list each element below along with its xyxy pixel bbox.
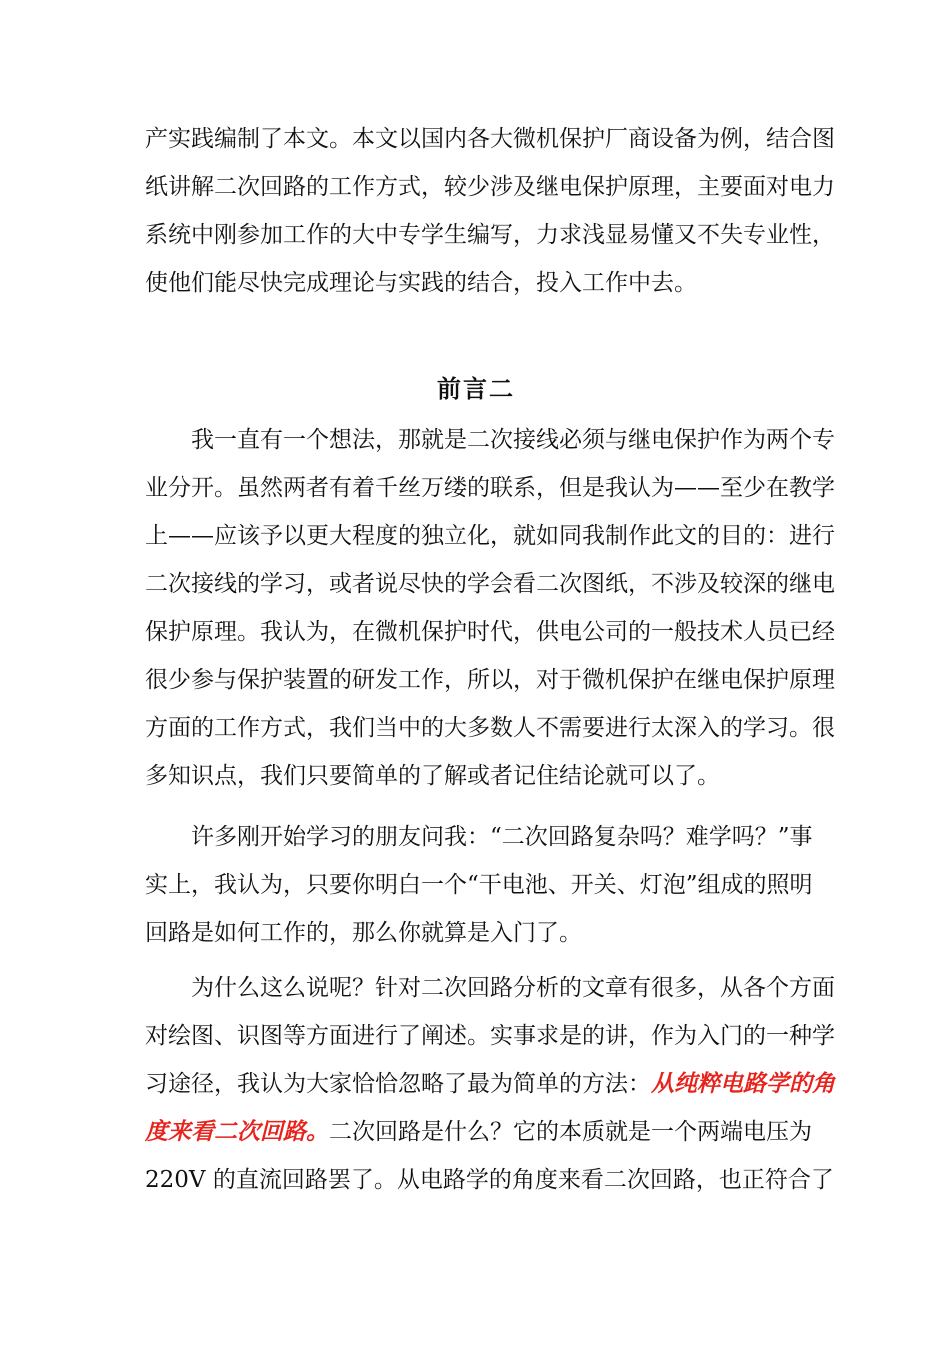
- text-line: 我一直有一个想法，那就是二次接线必须与继电保护作为两个专: [191, 427, 835, 453]
- text-line: 多知识点，我们只要简单的了解或者记住结论就可以了。: [145, 763, 720, 789]
- text-line: 方面的工作方式，我们当中的大多数人不需要进行太深入的学习。很: [145, 715, 835, 741]
- section-title: 前言二: [437, 374, 515, 403]
- text-line: [145, 1069, 835, 1099]
- text-line: [145, 1117, 812, 1147]
- text-line: 产实践编制了本文。本文以国内各大微机保护厂商设备为例，结合图: [145, 126, 835, 152]
- text-line: 保护原理。我认为，在微机保护时代，供电公司的一般技术人员已经: [145, 619, 835, 645]
- text-line: 220V 的直流回路罢了。从电路学的角度来看二次回路，也正符合了: [145, 1167, 834, 1193]
- text-line: 回路是如何工作的，那么你就算是入门了。: [145, 920, 582, 946]
- text-line: 为什么这么说呢？针对二次回路分析的文章有很多，从各个方面: [191, 975, 835, 1001]
- text-line: 上——应该予以更大程度的独立化，就如同我制作此文的目的：进行: [145, 523, 835, 549]
- text-line: 很少参与保护装置的研发工作，所以，对于微机保护在继电保护原理: [145, 667, 835, 693]
- text-line: 对绘图、识图等方面进行了阐述。实事求是的讲，作为入门的一种学: [145, 1023, 835, 1049]
- text-line: 二次接线的学习，或者说尽快的学会看二次图纸，不涉及较深的继电: [145, 571, 835, 597]
- highlighted-text: 从纯粹电路学的角: [651, 1070, 835, 1097]
- text-line: 系统中刚参加工作的大中专学生编写，力求浅显易懂又不失专业性，: [145, 222, 835, 248]
- text-span: 二次回路是什么？它的本质就是一个两端电压为: [329, 1119, 812, 1145]
- text-line: 实上，我认为，只要你明白一个“干电池、开关、灯泡”组成的照明: [145, 872, 813, 898]
- highlighted-text: 度来看二次回路。: [145, 1118, 329, 1145]
- text-line: 业分开。虽然两者有着千丝万缕的联系，但是我认为——至少在教学: [145, 475, 835, 501]
- text-line: 使他们能尽快完成理论与实践的结合，投入工作中去。: [145, 270, 697, 296]
- text-line: 纸讲解二次回路的工作方式，较少涉及继电保护原理，主要面对电力: [145, 174, 835, 200]
- text-span: 习途径，我认为大家恰恰忽略了最为简单的方法：: [145, 1071, 651, 1097]
- text-line: 许多刚开始学习的朋友问我：“二次回路复杂吗？难学吗？”事: [191, 824, 813, 850]
